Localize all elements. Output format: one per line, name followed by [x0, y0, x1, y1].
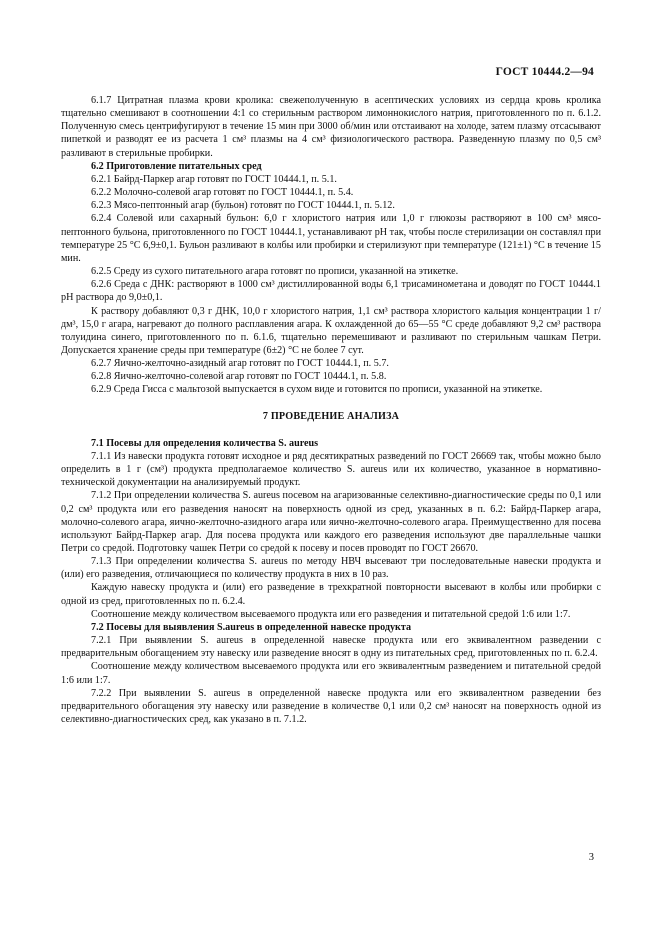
section-title: 7 ПРОВЕДЕНИЕ АНАЛИЗА [262, 410, 400, 422]
paragraph: 6.2.5 Среду из сухого питательного агара готовят по прописи, указанной на этикетке. [91, 266, 459, 278]
paragraph: Каждую навеску продукта и (или) его разведение в трехкратной повторности высевают в колбы или пробирки с одной из сред, приготовленных по п. 6.2.4. [61, 582, 601, 607]
paragraph: 7.2.1 При выявлении S. aureus в определенной навеске продукта или его эквивалентном разведении с предварительным обогащением эту навеску или разведение вносят в одну из питательных сред, приготовленных по п. 6.2.4. [61, 635, 601, 660]
paragraph: 7.1.3 При определении количества S. aureus по методу НВЧ высевают три последовательные навески продукта и (или) его разведения, отличающиеся по количеству продукта в них в 10 раз. [61, 556, 601, 581]
paragraph: 6.2.1 Байрд-Паркер агар готовят по ГОСТ 10444.1, п. 5.1. [91, 173, 337, 185]
paragraph: 6.2.4 Солевой или сахарный бульон: 6,0 г хлористого натрия или 1,0 г глюкозы растворяют в 100 см³ мясо-пептонного бульона, приготовленного по ГОСТ 10444.1, устанавливают pH так, чтобы после стерилизации он составлял при температуре 25 °С 6,9±0,1. Бульон разливают в колбы или пробирки и стерилизуют при температуре (121±1) °С в течение 15 мин. [61, 213, 601, 264]
paragraph: 7.2.2 При выявлении S. aureus в определенной навеске продукта или его эквивалентном разведении без предварительного обогащения эту навеску или разведение в количестве 0,1 или 0,2 см³ наносят на поверхность одной из селективно-диагностических сред, как указано в п. 7.1.2. [61, 687, 601, 726]
paragraph: Соотношение между количеством высеваемого продукта или его эквивалентным разведением и питательной средой 1:6 или 1:7. [61, 661, 601, 686]
paragraph: 7.1.1 Из навески продукта готовят исходное и ряд десятикратных разведений по ГОСТ 26669 так, чтобы можно было определить в 1 г (см³) продукта предполагаемое количество S. aureus или их количество, указанное в нормативно-технической документации на анализируемый продукт. [61, 450, 601, 489]
paragraph: 6.2.2 Молочно-солевой агар готовят по ГОСТ 10444.1, п. 5.4. [91, 187, 354, 199]
subsection-heading: 6.2 Приготовление питательных сред [91, 160, 262, 172]
document-header: ГОСТ 10444.2—94 [495, 66, 594, 78]
paragraph: 6.2.3 Мясо-пептонный агар (бульон) готовят по ГОСТ 10444.1, п. 5.12. [91, 200, 395, 212]
subsection-heading: 7.1 Посевы для определения количества S. aureus [91, 437, 319, 449]
paragraph: 6.2.7 Яично-желточно-азидный агар готовят по ГОСТ 10444.1, п. 5.7. [91, 358, 389, 370]
paragraph: 7.1.2 При определении количества S. aureus посевом на агаризованные селективно-диагностические среды по 0,1 или 0,2 см³ продукта или его разведения наносят на поверхность одной из сред, указанных в п. 6.2: Байрд-Паркер агара, молочно-солевого агара, яично-желточно-азидного агара или яично-желточно-солевого агара. Преимущественно для посева используют Байрд-Паркер агар. Для посева продукта или каждого его разведения используют две параллельные чашки Петри со средой. Подготовку чашек Петри со средой к посеву и посев проводят по ГОСТ 26670. [61, 490, 601, 554]
paragraph: 6.2.9 Среда Гисса с мальтозой выпускается в сухом виде и готовится по прописи, указанной на этикетке. [91, 384, 543, 396]
paragraph: 6.1.7 Цитратная плазма крови кролика: свежеполученную в асептических условиях из сердца кровь кролика тщательно смешивают в соотношении 4:1 со стерильным раствором лимоннокислого натрия, приготовленного по п. 6.1.2. Полученную смесь центрифугируют в течение 15 мин при 3000 об/мин или отстаивают на холоде, затем плазму отсасывают пипеткой и разводят ее из расчета 1 см³ плазмы на 4 см³ физиологического раствора. Разведенную плазму по 0,5 см³ разливают в стерильные пробирки. [61, 95, 601, 159]
paragraph: К раствору добавляют 0,3 г ДНК, 10,0 г хлористого натрия, 1,1 см³ раствора хлористого кальция концентрации 1 г/дм³, 15,0 г агара, нагревают до полного расплавления агара. К охлажденной до 65—55 °С среде добавляют 9,2 см³ раствора толуидина синего, приготовленного по п. 6.1.6, тщательно перемешивают и разливают по стерильным чашкам Петри. Допускается хранение среды при температуре (6±2) °С не более 7 сут. [61, 305, 601, 356]
paragraph: 6.2.8 Яично-желточно-солевой агар готовят по ГОСТ 10444.1, п. 5.8. [91, 371, 387, 383]
subsection-heading: 7.2 Посевы для выявления S.aureus в определенной навеске продукта [91, 621, 412, 633]
page-number: 3 [588, 852, 594, 863]
page-body [61, 94, 601, 726]
paragraph: Соотношение между количеством высеваемого продукта или его разведения и питательной средой 1:6 или 1:7. [91, 608, 571, 620]
paragraph: 6.2.6 Среда с ДНК: растворяют в 1000 см³ дистиллированной воды 6,1 трисаминометана и доводят по ГОСТ 10444.1 pH раствора до 9,0±0,1. [61, 279, 601, 304]
